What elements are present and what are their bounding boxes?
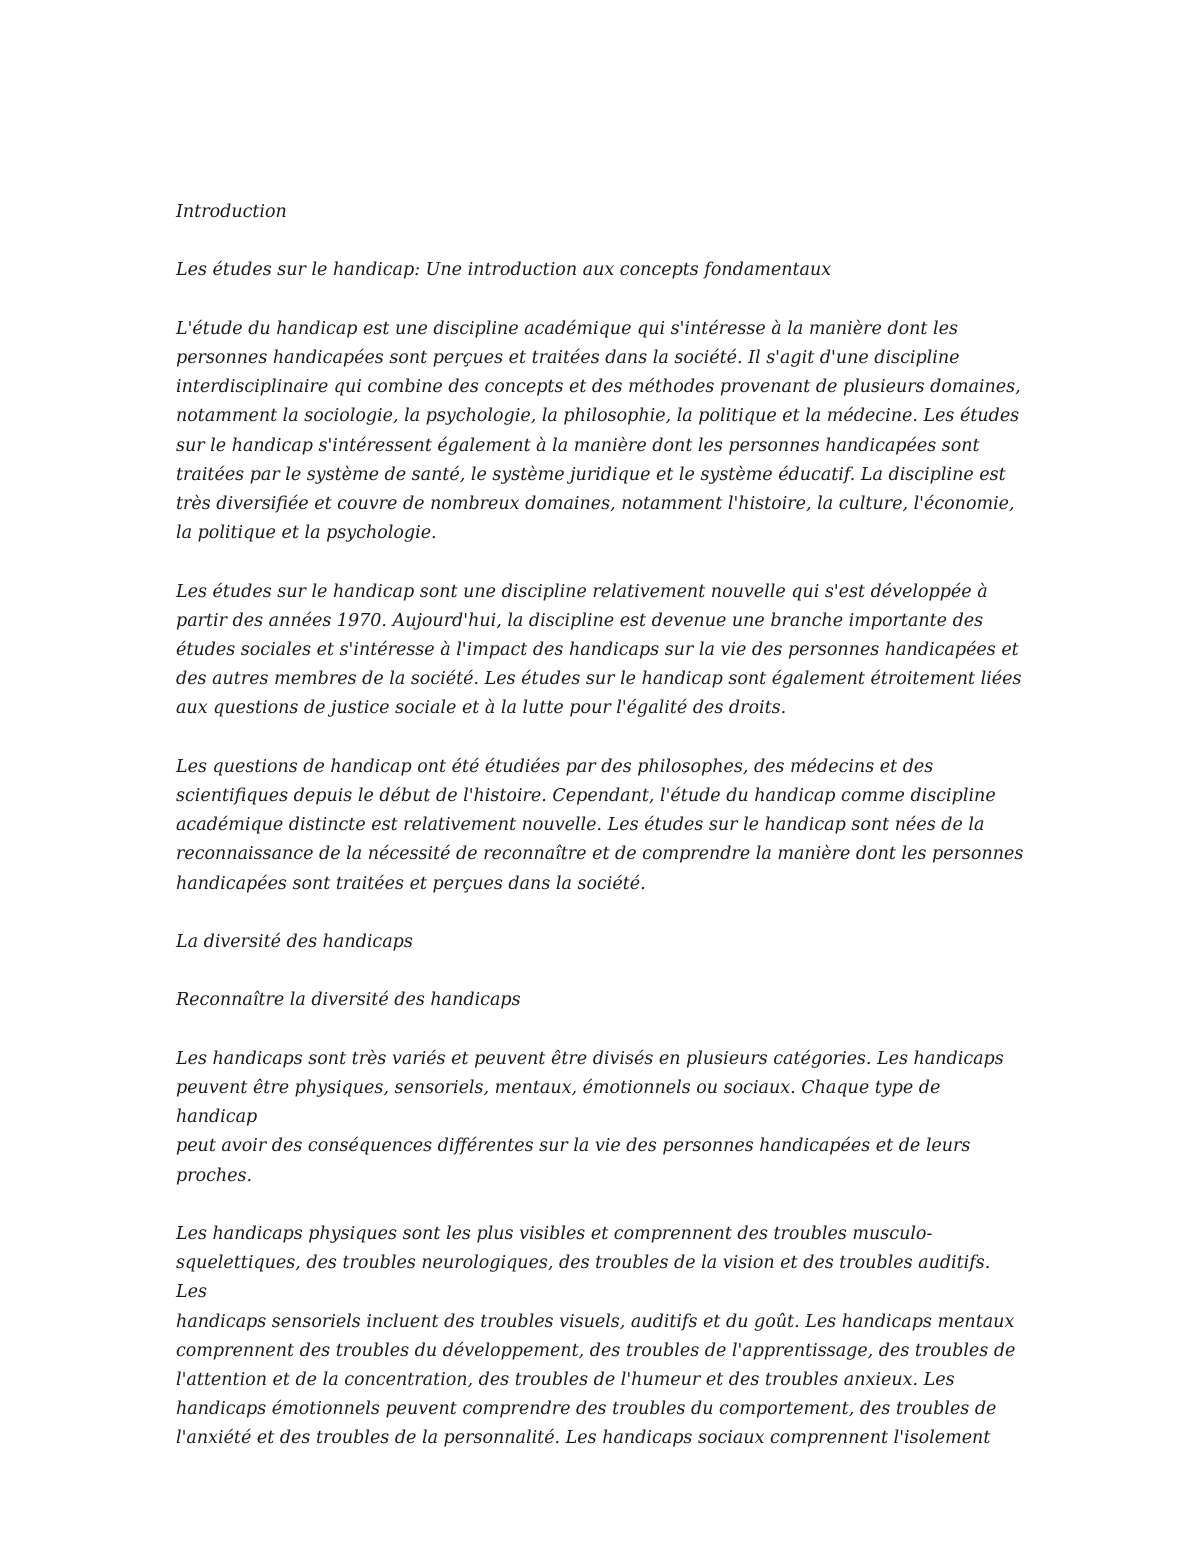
body-paragraph: Les études sur le handicap sont une discipline relativement nouvelle qui s'est développée à partir des années 1970. Aujourd'hui, la discipline est devenue une branche importante des études sociales et s'intéresse à l'impact des handicaps sur la vie des personnes handicapées et des autres membres de la société. Les études sur le handicap sont également étroitement liées aux questions de justice sociale et à la lutte pour l'égalité des droits. xyxy=(176,581,1022,719)
body-paragraph: Les handicaps sont très variés et peuvent être divisés en plusieurs catégories. Les handicaps peuvent être physiques, sensoriels, mentaux, émotionnels ou sociaux. Chaque type de handicap peut avoir des conséquences différentes sur la vie des personnes handicapées et de leurs proches. xyxy=(176,1048,1004,1186)
body-paragraph: Les handicaps physiques sont les plus visibles et comprennent des troubles musculo- squelettiques, des troubles neurologiques, des troubles de la vision et des troubles auditifs. Les handicaps sensoriels incluent des troubles visuels, auditifs et du goût. Les handicaps mentaux comprennent des troubles du développement, des troubles de l'apprentissage, des troubles de l'attention et de la concentration, des troubles de l'humeur et des troubles anxieux. Les handicaps émotionnels peuvent comprendre des troubles du comportement, des troubles de l'anxiété et des troubles de la personnalité. Les handicaps sociaux comprennent l'isolement xyxy=(176,1223,1016,1449)
document-body xyxy=(176,198,1024,1483)
section-heading-diversity: La diversité des handicaps xyxy=(176,932,413,952)
section-subheading: Reconnaître la diversité des handicaps xyxy=(176,990,521,1011)
body-paragraph: L'étude du handicap est une discipline académique qui s'intéresse à la manière dont les personnes handicapées sont perçues et traitées dans la société. Il s'agit d'une discipline interdisciplinaire qui combine des concepts et des méthodes provenant de plusieurs domaines, notamment la sociologie, la psychologie, la philosophie, la politique et la médecine. Les études sur le handicap s'intéressent également à la manière dont les personnes handicapées sont traitées par le système de santé, le système juridique et le système éducatif. La discipline est très diversifiée et couvre de nombreux domaines, notamment l'histoire, la culture, l'économie, la politique et la psychologie. xyxy=(176,318,1021,544)
section-heading-introduction: Introduction xyxy=(176,202,287,222)
body-paragraph: Les questions de handicap ont été étudiées par des philosophes, des médecins et des scientifiques depuis le début de l'histoire. Cependant, l'étude du handicap comme discipline académique distincte est relativement nouvelle. Les études sur le handicap sont nées de la reconnaissance de la nécessité de reconnaître et de comprendre la manière dont les personnes handicapées sont traitées et perçues dans la société. xyxy=(176,756,1024,894)
document-subtitle: Les études sur le handicap: Une introduction aux concepts fondamentaux xyxy=(176,260,832,281)
